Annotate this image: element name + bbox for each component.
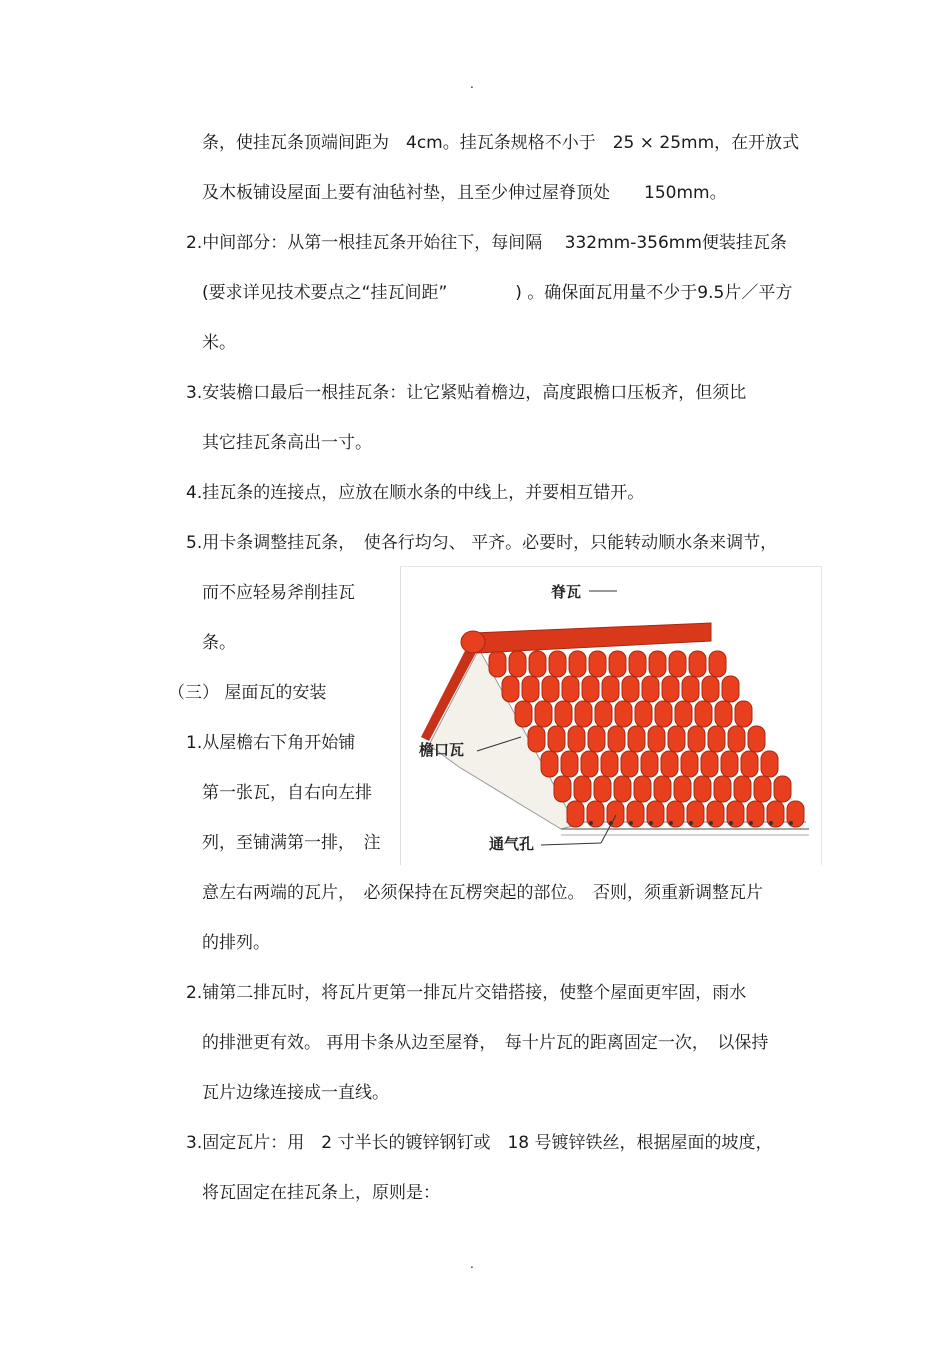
roof-tile [714, 776, 731, 802]
vent-leader-line [541, 843, 601, 845]
roof-tile [509, 651, 526, 677]
vent-hole [629, 821, 633, 825]
roof-tile [608, 726, 625, 752]
roof-tile [568, 726, 585, 752]
roof-tile [675, 701, 692, 727]
page-bottom-dot: . [470, 1257, 474, 1271]
roof-tile [634, 776, 651, 802]
roof-tile [754, 776, 771, 802]
roof-tile [735, 701, 752, 727]
roof-tile [669, 651, 686, 677]
text-line: 列，至铺满第一排， 注 [202, 833, 381, 853]
text-line: 第一张瓦，自右向左排 [202, 783, 372, 803]
roof-tile [581, 751, 598, 777]
roof-tile [655, 701, 672, 727]
roof-tile [609, 651, 626, 677]
roof-tile [674, 776, 691, 802]
roof-tile [522, 676, 539, 702]
roof-tile [595, 701, 612, 727]
roof-tile [555, 701, 572, 727]
roof-tile [728, 726, 745, 752]
text-line: 1.从屋檐右下角开始铺 [186, 733, 356, 753]
text-line: 米。 [202, 333, 236, 353]
roof-tile [622, 676, 639, 702]
text-line: 瓦片边缘连接成一直线。 [202, 1083, 389, 1103]
roof-tile [721, 751, 738, 777]
label-vent-hole: 通气孔 [489, 835, 535, 853]
roof-tile [601, 751, 618, 777]
text-line: (要求详见技术要点之“挂瓦间距” ) 。确保面瓦用量不少于9.5片／平方 [202, 283, 793, 303]
roof-tile [642, 676, 659, 702]
vent-hole [689, 821, 693, 825]
roof-tile [688, 726, 705, 752]
roof-tile [701, 751, 718, 777]
roof-tile [529, 651, 546, 677]
roof-tile [682, 676, 699, 702]
roof-tile [621, 751, 638, 777]
roof-tile [654, 776, 671, 802]
roof-tile [528, 726, 545, 752]
vent-hole [749, 821, 753, 825]
roof-tile [535, 701, 552, 727]
roof-tile [689, 651, 706, 677]
roof-tile [541, 751, 558, 777]
vent-hole [709, 821, 713, 825]
roof-tile [502, 676, 519, 702]
roof-tile [734, 776, 751, 802]
vent-hole [729, 821, 733, 825]
roof-tile [761, 751, 778, 777]
roof-tile [695, 701, 712, 727]
roof-tile [635, 701, 652, 727]
roof-tile [569, 651, 586, 677]
roof-tile [722, 676, 739, 702]
roof-tile [575, 701, 592, 727]
roof-tile [548, 726, 565, 752]
text-line: 条。 [202, 633, 236, 653]
text-line: 的排列。 [202, 933, 270, 953]
roof-tile [649, 651, 666, 677]
roof-tile [709, 651, 726, 677]
text-line: 2.铺第二排瓦时，将瓦片更第一排瓦片交错搭接，使整个屋面更牢固，雨水 [186, 983, 747, 1003]
roof-tile-figure [400, 566, 822, 865]
roof-tile [582, 676, 599, 702]
roof-tile [489, 651, 506, 677]
text-line: 5.用卡条调整挂瓦条， 使各行均匀、 平齐。必要时，只能转动顺水条来调节， [186, 533, 778, 553]
roof-tile [629, 651, 646, 677]
roof-tile [561, 751, 578, 777]
roof-tile [554, 776, 571, 802]
roof-tile [542, 676, 559, 702]
text-line: 而不应轻易斧削挂瓦 [202, 583, 355, 603]
roof-tile [588, 726, 605, 752]
roof-diagram [401, 567, 821, 865]
text-line: 3.固定瓦片：用 2 寸半长的镀锌钢钉或 18 号镀锌铁丝，根据屋面的坡度， [186, 1133, 773, 1153]
roof-tile [702, 676, 719, 702]
roof-tile [515, 701, 532, 727]
roof-tile [574, 776, 591, 802]
text-line: 4.挂瓦条的连接点，应放在顺水条的中线上，并要相互错开。 [186, 483, 645, 503]
roof-tile [748, 726, 765, 752]
label-eave-tile: 檐口瓦 [419, 741, 465, 759]
page-top-dot: . [470, 77, 474, 91]
roof-tile [715, 701, 732, 727]
roof-tile [614, 776, 631, 802]
roof-tile [774, 776, 791, 802]
roof-tile [594, 776, 611, 802]
roof-tile [562, 676, 579, 702]
roof-tile [668, 726, 685, 752]
text-line: 2.中间部分：从第一根挂瓦条开始往下，每间隔 332mm-356mm便装挂瓦条 [186, 233, 787, 253]
text-line: 意左右两端的瓦片， 必须保持在瓦楞突起的部位。 否则，须重新调整瓦片 [202, 883, 763, 903]
vent-hole [669, 821, 673, 825]
label-ridge-tile: 脊瓦 [551, 583, 582, 601]
vent-hole [789, 821, 793, 825]
text-line: 的排泄更有效。 再用卡条从边至屋脊， 每十片瓦的距离固定一次， 以保持 [202, 1033, 769, 1053]
vent-hole [649, 821, 653, 825]
ridge-end-cap [461, 631, 485, 653]
roof-tile [615, 701, 632, 727]
text-line: 条，使挂瓦条顶端间距为 4cm。挂瓦条规格不小于 25 × 25mm，在开放式 [202, 133, 800, 153]
roof-tile [589, 651, 606, 677]
roof-tile [567, 801, 584, 827]
roof-tile [694, 776, 711, 802]
text-line: 其它挂瓦条高出一寸。 [202, 433, 372, 453]
vent-hole [769, 821, 773, 825]
text-line: （三） 屋面瓦的安装 [168, 683, 327, 703]
roof-tile [741, 751, 758, 777]
text-line: 3.安装檐口最后一根挂瓦条：让它紧贴着檐边，高度跟檐口压板齐，但须比 [186, 383, 747, 403]
roof-tile [602, 676, 619, 702]
roof-tile [661, 751, 678, 777]
roof-tile [628, 726, 645, 752]
roof-tile [641, 751, 658, 777]
roof-tile [708, 726, 725, 752]
vent-hole [589, 821, 593, 825]
roof-tile [681, 751, 698, 777]
roof-tile [662, 676, 679, 702]
text-line: 将瓦固定在挂瓦条上，原则是： [202, 1183, 440, 1203]
ridge-tile-strip [473, 623, 711, 653]
text-line: 及木板铺设屋面上要有油毡衬垫，且至少伸过屋脊顶处 150mm。 [202, 183, 727, 203]
roof-tile [549, 651, 566, 677]
roof-tile [648, 726, 665, 752]
